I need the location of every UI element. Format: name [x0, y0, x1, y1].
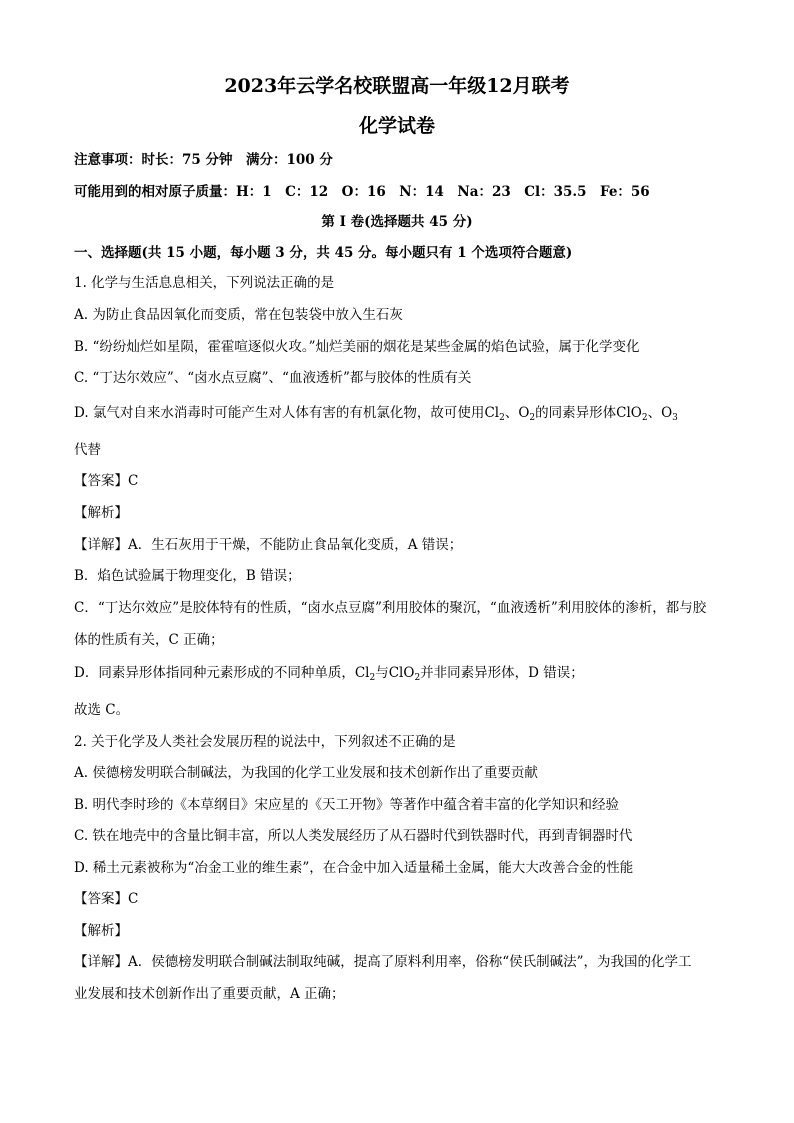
formula-cl2: $Cl_2$ — [354, 665, 376, 683]
q1-option-d-text-2: 的同素异形体 — [535, 405, 617, 421]
q1-answer: 【答案】C — [74, 473, 139, 489]
formula-clo2: ClO$_2$ — [616, 405, 648, 423]
q2-option-b: B. 明代李时珍的《本草纲目》宋应星的《天工开物》等著作中蕴含着丰富的化学知识和经验 — [74, 797, 620, 813]
q2-stem: 2. 关于化学及人类社会发展历程的说法中，下列叙述不正确的是 — [74, 734, 456, 750]
formula-o2: $O_2$ — [518, 405, 536, 423]
notice-line-1: 注意事项：时长：75 分钟 满分：100 分 — [74, 152, 333, 168]
q2-option-d: D. 稀土元素被称为“冶金工业的维生素”，在合金中加入适量稀土金属，能大大改善合金的性能 — [74, 860, 634, 876]
q2-option-c: C. 铁在地壳中的含量比铜丰富，所以人类发展经历了从石器时代到铁器时代，再到青铜器时代 — [74, 828, 633, 844]
exam-subtitle: 化学试卷 — [358, 115, 435, 137]
q2-answer: 【答案】C — [74, 891, 139, 907]
q2-analysis-label: 【解析】 — [74, 923, 128, 939]
q1-stem: 1. 化学与生活息息相关，下列说法正确的是 — [74, 275, 335, 291]
notice-line-2: 可能用到的相对原子质量：H：1 C：12 O：16 N：14 Na：23 Cl：35.5 Fe：56 — [74, 184, 650, 200]
q1-conclusion: 故选 C。 — [74, 702, 130, 718]
volume-heading: 第 I 卷(选择题共 45 分) — [321, 214, 473, 230]
formula-clo2: ClO$_2$ — [388, 665, 421, 683]
q2-detail-2: 业发展和技术创新作出了重要贡献，A 正确； — [74, 986, 345, 1002]
q2-detail-1: 【详解】A．侯德榜发明联合制碱法制取纯碱，提高了原料利用率，俗称“侯氏制碱法”，为我国的化学工 — [74, 954, 692, 970]
q1-detail-2: B．焰色试验属于物理变化，B 错误； — [74, 568, 301, 584]
formula-cl2: $Cl_2$ — [484, 405, 505, 423]
q1-option-a: A. 为防止食品因氧化而变质，常在包装袋中放入生石灰 — [74, 307, 403, 323]
q1-option-b: B. “纷纷灿烂如星陨，霍霍喧逐似火攻。”灿烂美丽的烟花是某些金属的焰色试验，属于化学变化 — [74, 339, 640, 355]
q2-option-a: A. 侯德榜发明联合制碱法，为我国的化学工业发展和技术创新作出了重要贡献 — [74, 765, 538, 781]
q1-detail-3: C．“丁达尔效应”是胶体特有的性质，“卤水点豆腐”利用胶体的聚沉，“血液透析”利用胶体的渗析，都与胶 — [74, 600, 707, 616]
q1-detail-1: 【详解】A．生石灰用于干燥，不能防止食品氧化变质，A 错误； — [74, 537, 463, 553]
q1-analysis-label: 【解析】 — [74, 505, 128, 521]
exam-title: 2023年云学名校联盟高一年级12月联考 — [224, 75, 570, 97]
q1-option-c: C. “丁达尔效应”、“卤水点豆腐”、“血液透析”都与胶体的性质有关 — [74, 370, 472, 386]
q1-option-d: D. 氯气对自来水消毒时可能产生对人体有害的有机氯化物，故可使用$Cl_2$、$O_2$的同素异形体ClO$_2$、$O_3$ — [74, 405, 678, 423]
section-heading: 一、选择题(共 15 小题，每小题 3 分，共 45 分。每小题只有 1 个选项符合题意) — [74, 245, 573, 261]
q1-detail-4: 体的性质有关，C 正确； — [74, 632, 224, 648]
q1-detail-5: D．同素异形体指同种元素形成的不同种单质，$Cl_2$与ClO$_2$并非同素异形体，D 错误； — [74, 665, 584, 683]
q1-option-d-cont: 代替 — [74, 442, 101, 458]
q1-option-d-text: D. 氯气对自来水消毒时可能产生对人体有害的有机氯化物，故可使用 — [74, 405, 485, 421]
formula-o3: $O_3$ — [661, 405, 678, 423]
